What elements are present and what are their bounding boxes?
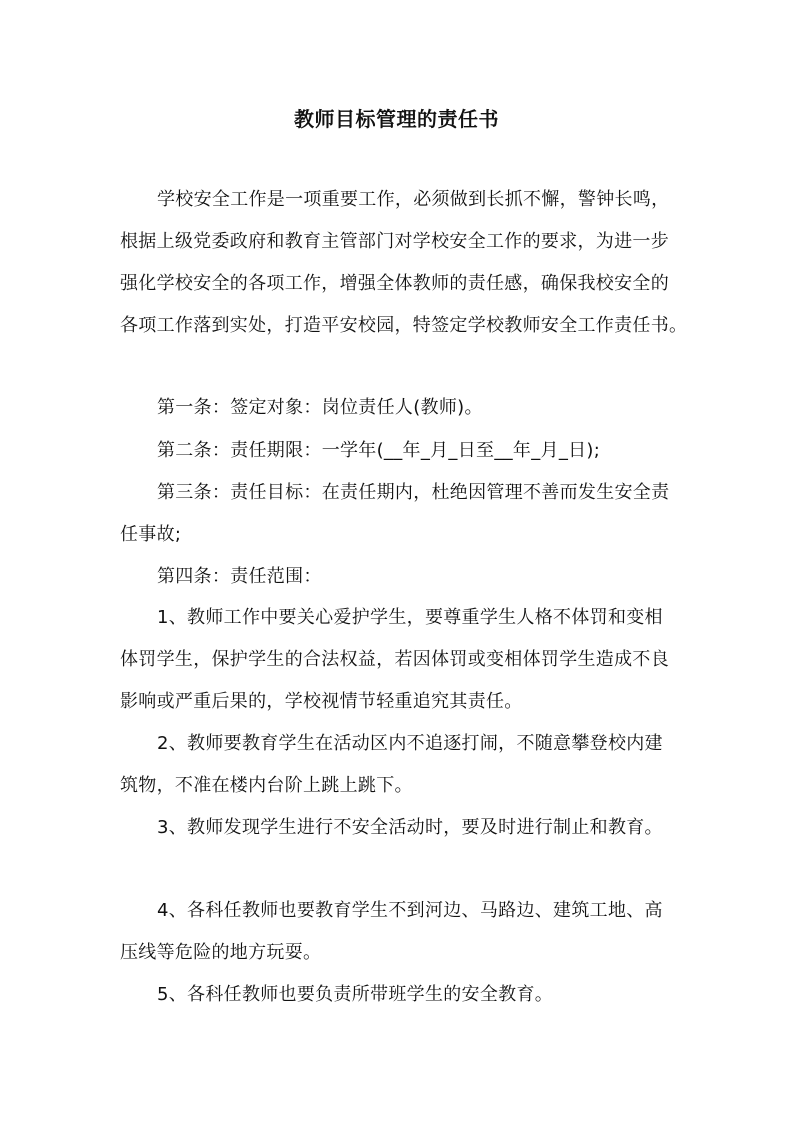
item-line: 5、各科任教师也要负责所带班学生的安全教育。 (157, 984, 554, 1005)
item-line: 影响或严重后果的，学校视情节轻重追究其责任。 (120, 691, 523, 712)
paragraph-line: 各项工作落到实处，打造平安校园，特签定学校教师安全工作责任书。 (120, 315, 688, 336)
clause-line: 任事故; (120, 524, 182, 545)
paragraph-line: 根据上级党委政府和教育主管部门对学校安全工作的要求，为进一步 (120, 231, 669, 252)
item-line: 体罚学生，保护学生的合法权益，若因体罚或变相体罚学生造成不良 (120, 649, 669, 670)
clause-line: 第四条：责任范围： (157, 566, 322, 587)
item-line: 压线等危险的地方玩耍。 (120, 942, 322, 963)
document-title: 教师目标管理的责任书 (294, 107, 499, 131)
clause-line: 第一条：签定对象：岗位责任人(教师)。 (157, 397, 483, 418)
item-line: 筑物，不准在楼内台阶上跳上跳下。 (120, 775, 413, 796)
clause-line: 第二条：责任期限：一学年(__年_月_日至__年_月_日); (157, 440, 601, 461)
item-line: 3、教师发现学生进行不安全活动时，要及时进行制止和教育。 (157, 817, 663, 838)
item-line: 1、教师工作中要关心爱护学生，要尊重学生人格不体罚和变相 (157, 607, 663, 628)
item-line: 4、各科任教师也要教育学生不到河边、马路边、建筑工地、高 (157, 900, 663, 921)
paragraph-line: 强化学校安全的各项工作，增强全体教师的责任感，确保我校安全的 (120, 273, 669, 294)
clause-line: 第三条：责任目标：在责任期内，杜绝因管理不善而发生安全责 (157, 482, 670, 503)
paragraph-line: 学校安全工作是一项重要工作，必须做到长抓不懈，警钟长鸣， (157, 189, 670, 210)
item-line: 2、教师要教育学生在活动区内不追逐打闹，不随意攀登校内建 (157, 733, 663, 754)
